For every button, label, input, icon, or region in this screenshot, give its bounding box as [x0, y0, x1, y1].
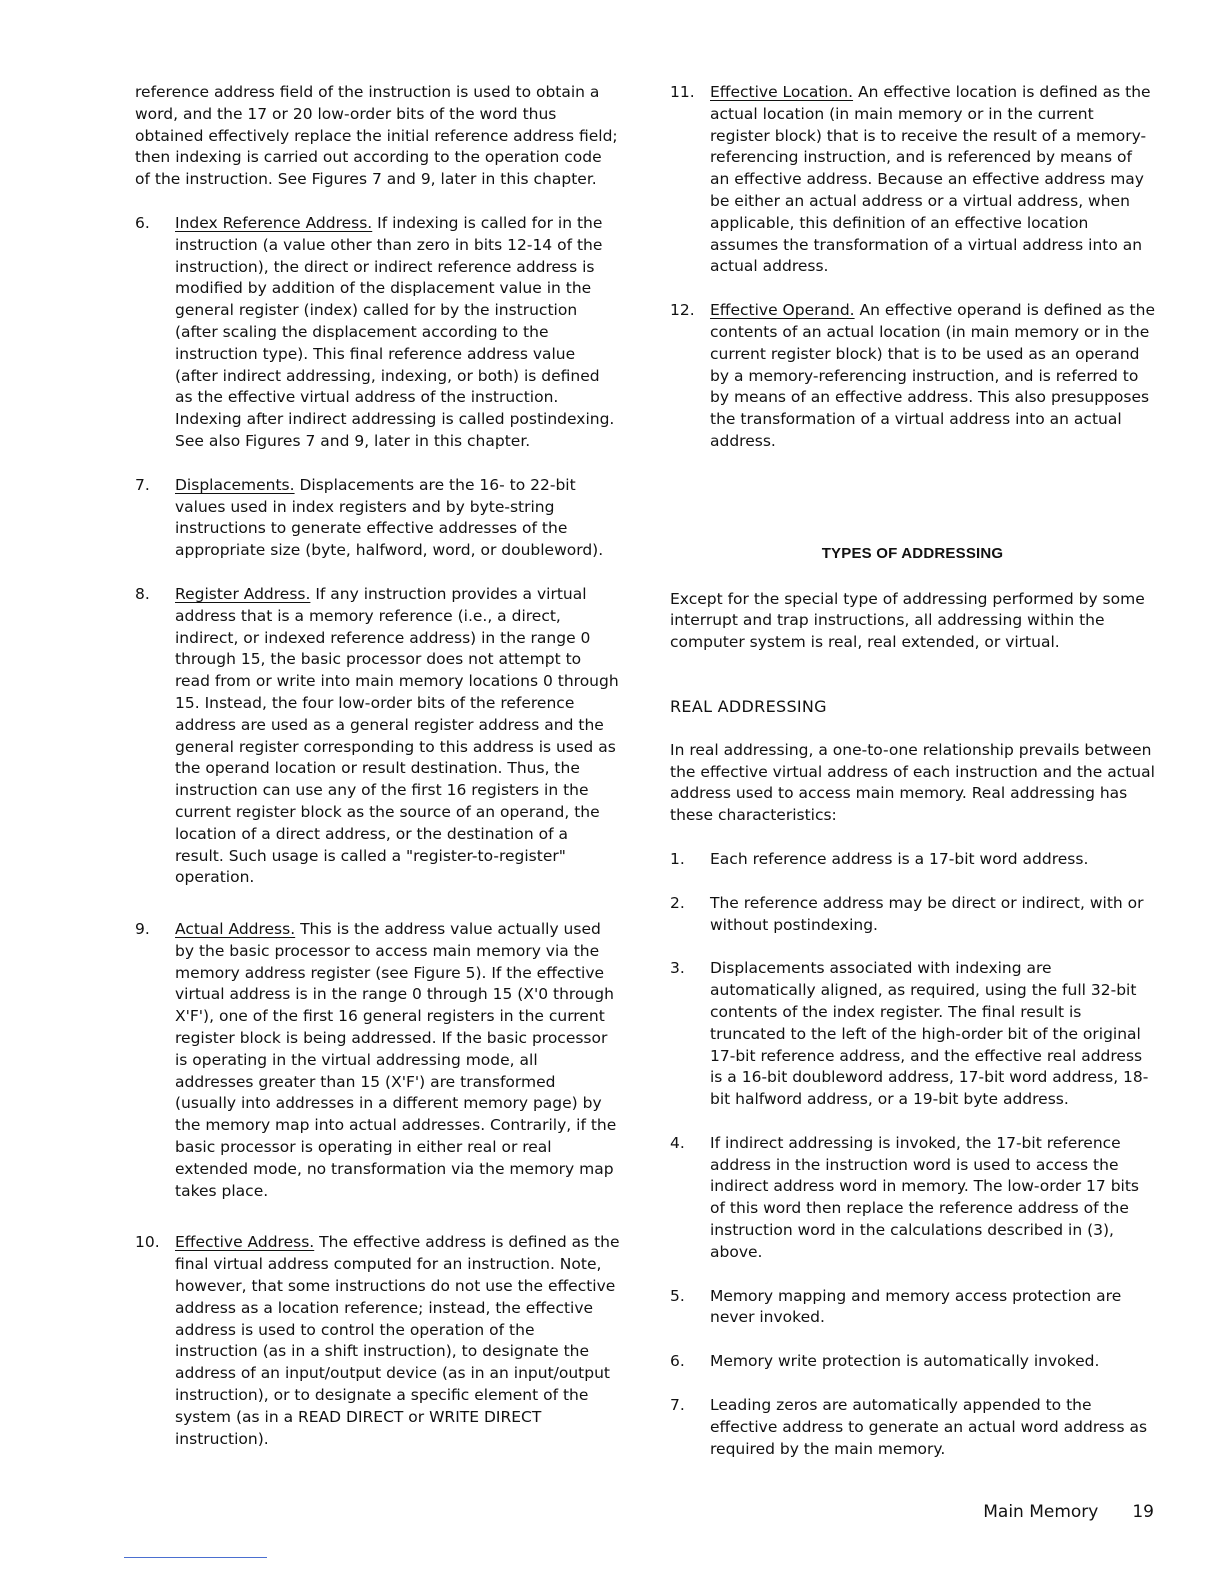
intro-paragraph: reference address field of the instruction is used to obtain a word, and the 17 or 20 low-order bits of the word thus obtained effectively replace the initial reference address field; then indexing is carried out according to the operation code of the instruction. See Figures 7 and 9, later in this chapter.	[135, 83, 618, 189]
item-term: Effective Operand.	[710, 301, 855, 320]
item-term: Actual Address.	[175, 920, 296, 939]
item-number: 10.	[135, 1233, 160, 1252]
characteristic-2	[670, 893, 1155, 937]
item-body	[710, 82, 1155, 278]
item-text: The effective address is defined as the final virtual address computed for an instruction. Note, however, that some instructions do not use the effective address as a location reference; instead, the effective address is used to control the operation of the instruction (as in a shift instruction), to designate the address of an input/output device (as in an input/output instruction), or to designate a specific element of the system (as in a READ DIRECT or WRITE DIRECT instruction).	[175, 1233, 620, 1448]
item-body	[175, 213, 620, 453]
item-number: 4.	[670, 1133, 685, 1152]
left-column	[135, 82, 620, 1450]
item-text: Memory mapping and memory access protection are never invoked.	[710, 1286, 1122, 1327]
list-item-12	[670, 300, 1155, 453]
item-text: If any instruction provides a virtual address that is a memory reference (i.e., a direct, indirect, or indexed reference address) in the range 0 through 15, the basic processor does not attempt to read from or write into main memory locations 0 through 15. Instead, the four low-order bits of the reference address are used as a general register address and the general register corresponding to this address is used as the operand location or result destination. Thus, the instruction can use any of the first 16 registers in the current register block as the source of an operand, the location of a direct address, or the destination of a result. Such usage is called a "register-to-register" operation.	[175, 584, 619, 887]
item-text: Each reference address is a 17-bit word address.	[710, 849, 1089, 868]
item-text: This is the address value actually used by the basic processor to access main memory via the memory address register (see Figure 5). If the effective virtual address is in the range 0 through 15 (X'0 through X'F'), one of the first 16 general registers in the current register block is being addressed. If the basic processor is operating in the virtual addressing mode, all addresses greater than 15 (X'F') are transformed (usually into addresses in a different memory page) by the memory map into actual addresses. Contrarily, if the basic processor is operating in either real or real extended mode, no transformation via the memory map takes place.	[175, 920, 617, 1200]
characteristic-5	[670, 1286, 1155, 1330]
item-text: An effective location is defined as the actual location (in main memory or in the current register block) that is to receive the result of a memory-referencing instruction, and is referenced by means of an effective address. Because an effective address may be either an actual address or a virtual address, when applicable, this definition of an effective location assumes the transformation of a virtual address into an actual address.	[710, 83, 1151, 276]
list-item-10	[135, 1232, 620, 1450]
item-body	[175, 584, 620, 889]
item-text: Memory write protection is automatically invoked.	[710, 1352, 1100, 1371]
section-heading: TYPES OF ADDRESSING	[821, 544, 1004, 562]
section-intro: Except for the special type of addressing performed by some interrupt and trap instructions, all addressing within the computer system is real, real extended, or virtual.	[670, 589, 1145, 652]
item-number: 3.	[670, 959, 685, 978]
item-body	[175, 1232, 620, 1450]
item-number: 6.	[670, 1352, 685, 1371]
item-number: 7.	[135, 475, 150, 494]
footer-rule	[124, 1557, 267, 1558]
item-body	[175, 919, 620, 1202]
item-term: Displacements.	[175, 475, 295, 494]
item-number: 5.	[670, 1286, 685, 1305]
item-text: Displacements associated with indexing are automatically aligned, as required, using the full 32-bit contents of the index register. The final result is truncated to the left of the high-order bit of the original 17-bit reference address, and the effective real address is a 16-bit doubleword address, 17-bit word address, 18-bit halfword address, or a 19-bit byte address.	[710, 959, 1149, 1109]
list-item-7	[135, 475, 620, 562]
list-item-11	[670, 82, 1155, 278]
item-text: An effective operand is defined as the contents of an actual location (in main memory or in the current register block) that is to be used as an operand by a memory-referencing instruction, and is referred to by means of an effective address. This also presupposes the transformation of a virtual address into an actual address.	[710, 301, 1155, 450]
item-number: 8.	[135, 584, 150, 603]
item-number: 6.	[135, 213, 150, 232]
item-text: If indexing is called for in the instruction (a value other than zero in bits 12-14 of the instruction), the direct or indirect reference address is modified by addition of the displacement value in the general register (index) called for by the instruction (after scaling the displacement according to the instruction type). This final reference address value (after indirect addressing, indexing, or both) is defined as the effective virtual address of the instruction. Indexing after indirect addressing is called postindexing. See also Figures 7 and 9, later in this chapter.	[175, 213, 615, 450]
list-item-9	[135, 919, 620, 1202]
characteristic-3	[670, 958, 1155, 1111]
item-number: 12.	[670, 301, 695, 320]
footer-section-name: Main Memory	[983, 1502, 1099, 1522]
page-footer	[983, 1502, 1154, 1524]
item-text: If indirect addressing is invoked, the 17-bit reference address in the instruction word is used to access the indirect address word in memory. The low-order 17 bits of this word then replace the reference address of the instruction word in the calculations described in (3), above.	[710, 1133, 1139, 1261]
characteristic-1	[670, 849, 1155, 871]
item-body	[710, 300, 1155, 453]
real-addressing-intro: In real addressing, a one-to-one relationship prevails between the effective virtual address of each instruction and the actual address used to access main memory. Real addressing has these characteristics:	[670, 740, 1155, 825]
item-body	[175, 475, 620, 562]
list-item-8	[135, 584, 620, 889]
subheading-real-addressing: REAL ADDRESSING	[670, 696, 827, 716]
item-number: 7.	[670, 1396, 685, 1415]
item-term: Register Address.	[175, 584, 311, 603]
item-text: Displacements are the 16- to 22-bit values used in index registers and by byte-string instructions to generate effective addresses of the appropriate size (byte, halfword, word, or doubleword).	[175, 475, 604, 560]
characteristic-7	[670, 1395, 1155, 1460]
item-text: The reference address may be direct or indirect, with or without postindexing.	[710, 893, 1144, 934]
item-number: 9.	[135, 920, 150, 939]
item-term: Effective Location.	[710, 83, 854, 101]
characteristic-6	[670, 1351, 1155, 1373]
characteristic-4	[670, 1133, 1155, 1264]
item-term: Index Reference Address.	[175, 213, 373, 232]
right-column	[670, 82, 1155, 1460]
item-number: 11.	[670, 83, 695, 101]
item-number: 1.	[670, 849, 685, 868]
page-number: 19	[1132, 1502, 1154, 1522]
item-text: Leading zeros are automatically appended to the effective address to generate an actual word address as required by the main memory.	[710, 1396, 1148, 1458]
item-number: 2.	[670, 893, 685, 912]
item-term: Effective Address.	[175, 1233, 315, 1252]
list-item-6	[135, 213, 620, 453]
